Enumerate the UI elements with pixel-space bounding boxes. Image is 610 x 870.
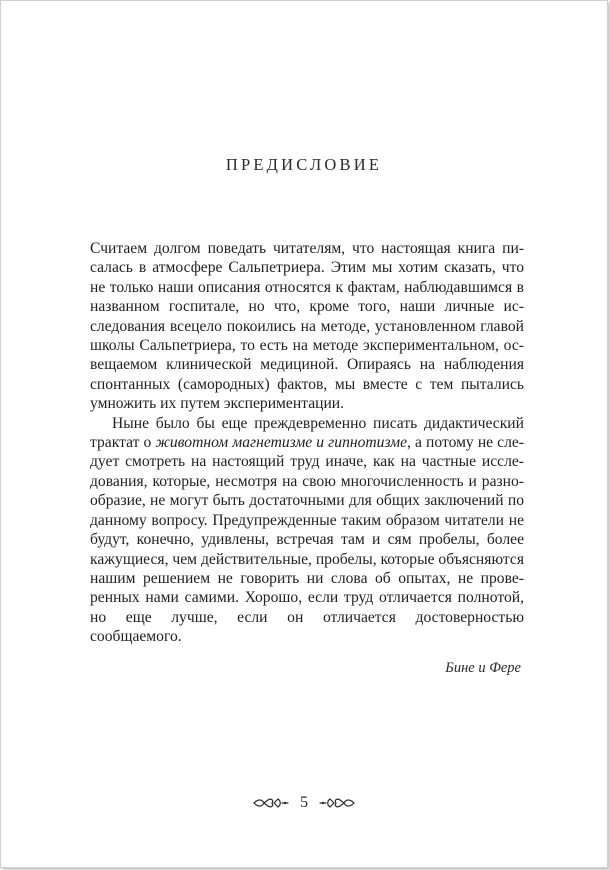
paragraph-2-start: Ныне было бы еще преждевременно писать дидактический трактат о — [90, 414, 524, 452]
right-fleuron-icon — [318, 797, 356, 809]
left-fleuron-icon — [252, 797, 290, 809]
page-number: 5 — [300, 794, 308, 811]
paragraph-2 — [90, 414, 524, 647]
paragraph-1: Считаем долгом поведать читателям, что настоящая книга писалась в атмосфере Сальпетриера. Этим мы хотим сказать, что не только наши описания относятся к фактам, наблюдавшимся в названном госпитале, но что, кроме того, наши личные исследования всецело покоились на методе, установленном главой школы Сальпетриера, то есть на методе экспериментальном, освещаемом клинической медициной. Опираясь на наблюдения спонтанных (самородных) фактов, мы вместе с тем пытались умножить их путем экспериментации. — [90, 240, 524, 413]
page-folio — [1, 794, 607, 812]
paragraph-2-italic: животном магнетизме и гипнотизме — [155, 434, 408, 452]
preface-body — [90, 239, 524, 647]
chapter-heading: ПРЕДИСЛОВИЕ — [225, 155, 383, 174]
paragraph-2-end: , а потому не следует смотреть на настоящий труд иначе, как на частные исследования, которые, несмотря на свою многочисленность и разнообразие, не могут быть достаточными для общих заключений по данному вопросу. Предупрежденные таким образом читатели не будут, конечно, удивлены, встречая там и сям пробелы, более кажущиеся, чем действительные, пробелы, которые объясняются нашим решением не говорить ни слова об опытах, не проверенных нами самими. Хорошо, если труд отличается полнотой, но еще лучше, если он отличается достоверностью сообщаемого. — [90, 434, 524, 646]
authors-signature: Бине и Фере — [445, 660, 521, 676]
